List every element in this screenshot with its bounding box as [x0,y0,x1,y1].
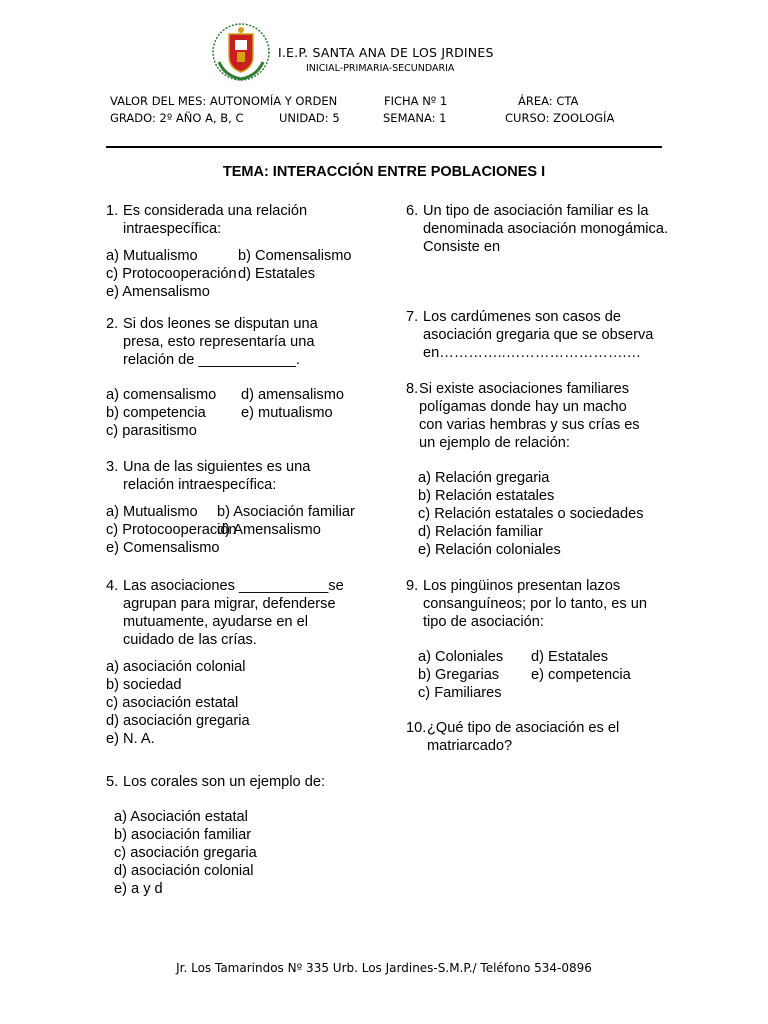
answer-option: b) asociación familiar [114,827,252,843]
question-text: Un tipo de asociación familiar es la denominada asociación monogámica. Consiste en [423,203,669,255]
option-list [406,648,647,702]
answer-option: d) amensalismo [241,387,345,403]
option-row [106,404,344,422]
option-row [106,658,344,676]
option-row [418,505,644,523]
question-text: Las asociaciones ___________se agrupan para migrar, defenderse mutuamente, ayudarse en el cuidado de las crías. [123,578,344,648]
answer-option: b) Relación estatales [418,488,555,504]
answer-option: c) parasitismo [106,423,197,439]
answer-option: d) Estatales [531,649,609,665]
question-8 [406,380,644,559]
question-4 [106,577,344,748]
option-row [418,541,644,559]
option-row [106,712,344,730]
answer-option: e) a y d [114,881,163,897]
question-text: Los cardúmenes son casos de asociación gregaria que se observa en…………..…………………….… [423,309,654,361]
option-row [418,648,647,666]
option-list [106,808,325,898]
page-title: TEMA: INTERACCIÓN ENTRE POBLACIONES I [222,164,546,180]
answer-option: c) Familiares [418,685,502,701]
answer-option: c) Relación estatales o sociedades [418,506,644,522]
option-list [106,247,352,301]
question-text: ¿Qué tipo de asociación es el matriarcado? [427,720,620,754]
grado-label: GRADO: 2º AÑO A, B, C [110,111,244,125]
answer-option: c) asociación gregaria [114,845,257,861]
option-row [418,684,647,702]
option-list [106,658,344,748]
answer-option: d) Amensalismo [217,522,321,538]
answer-option: d) asociación colonial [114,863,254,879]
question-5 [106,773,325,898]
answer-option: a) Asociación estatal [114,809,248,825]
school-crest-icon [211,22,271,82]
option-row [106,539,355,557]
answer-option: b) sociedad [106,677,182,693]
semana-label: SEMANA: 1 [383,111,447,125]
question-6 [406,202,668,256]
answer-option: d) asociación gregaria [106,713,250,729]
answer-option: a) asociación colonial [106,659,246,675]
answer-option: e) competencia [531,667,631,683]
answer-option: e) Amensalismo [106,284,210,300]
answer-option: a) Relación gregaria [418,470,550,486]
school-levels: INICIAL-PRIMARIA-SECUNDARIA [306,63,455,74]
answer-option: e) Relación coloniales [418,542,561,558]
question-number: 4. [106,578,119,594]
answer-option: a) Mutualismo [106,248,198,264]
option-row [106,283,352,301]
answer-option: e) Comensalismo [106,540,220,556]
question-text: Si existe asociaciones familiares polígamas donde hay un macho con varias hembras y sus crías es un ejemplo de relación: [419,381,640,451]
question-1 [106,202,352,301]
question-text: Si dos leones se disputan una presa, esto representaría una relación de ____________. [123,316,318,368]
answer-option: b) Gregarias [418,667,500,683]
answer-option: a) comensalismo [106,387,217,403]
question-number: 9. [406,578,419,594]
question-text: Es considerada una relación intraespecífica: [123,203,308,237]
unidad-label: UNIDAD: 5 [279,111,340,125]
answer-option: e) N. A. [106,731,155,747]
question-text: Los pingüinos presentan lazos consanguíneos; por lo tanto, es un tipo de asociación: [423,578,647,630]
option-row [418,523,644,541]
option-row [418,469,644,487]
question-number: 3. [106,459,119,475]
option-row [106,676,344,694]
option-row [106,694,344,712]
option-row [114,808,325,826]
question-text: Los corales son un ejemplo de: [123,774,326,790]
option-row [114,844,325,862]
question-7 [406,308,653,362]
option-row [106,521,355,539]
option-row [418,487,644,505]
answer-option: d) Estatales [238,266,316,282]
question-number: 1. [106,203,119,219]
answer-option: a) Coloniales [418,649,504,665]
question-number: 2. [106,316,119,332]
footer-address: Jr. Los Tamarindos Nº 335 Urb. Los Jardines-S.M.P./ Teléfono 534-0896 [176,961,592,975]
question-3 [106,458,355,557]
option-row [106,730,344,748]
question-number: 6. [406,203,419,219]
answer-option: c) asociación estatal [106,695,239,711]
option-row [106,247,352,265]
answer-option: c) Protocooperación [106,522,237,538]
option-row [114,880,325,898]
header-divider [106,146,662,148]
question-text: Una de las siguientes es una relación intraespecífica: [123,459,311,493]
option-list [406,469,644,559]
option-row [106,386,344,404]
question-number: 8. [406,381,419,397]
answer-option: b) Comensalismo [238,248,352,264]
question-number: 5. [106,774,119,790]
option-row [106,422,344,440]
valor-del-mes: VALOR DEL MES: AUTONOMÍA Y ORDEN [110,94,338,108]
option-row [114,862,325,880]
answer-option: b) Asociación familiar [217,504,355,520]
option-list [106,503,355,557]
question-2 [106,315,344,440]
answer-option: c) Protocooperación [106,266,237,282]
area-label: ÁREA: CTA [518,94,579,108]
question-number: 7. [406,309,419,325]
option-row [418,666,647,684]
answer-option: d) Relación familiar [418,524,543,540]
answer-option: e) mutualismo [241,405,333,421]
question-9 [406,577,647,702]
curso-label: CURSO: ZOOLOGÍA [505,111,615,125]
option-list [106,386,344,440]
answer-option: a) Mutualismo [106,504,198,520]
question-number: 10. [406,720,427,736]
option-row [114,826,325,844]
question-10 [406,719,619,755]
ficha-number: FICHA Nº 1 [384,94,448,108]
answer-option: b) competencia [106,405,206,421]
option-row [106,503,355,521]
option-row [106,265,352,283]
school-name: I.E.P. SANTA ANA DE LOS JRDINES [278,45,494,60]
